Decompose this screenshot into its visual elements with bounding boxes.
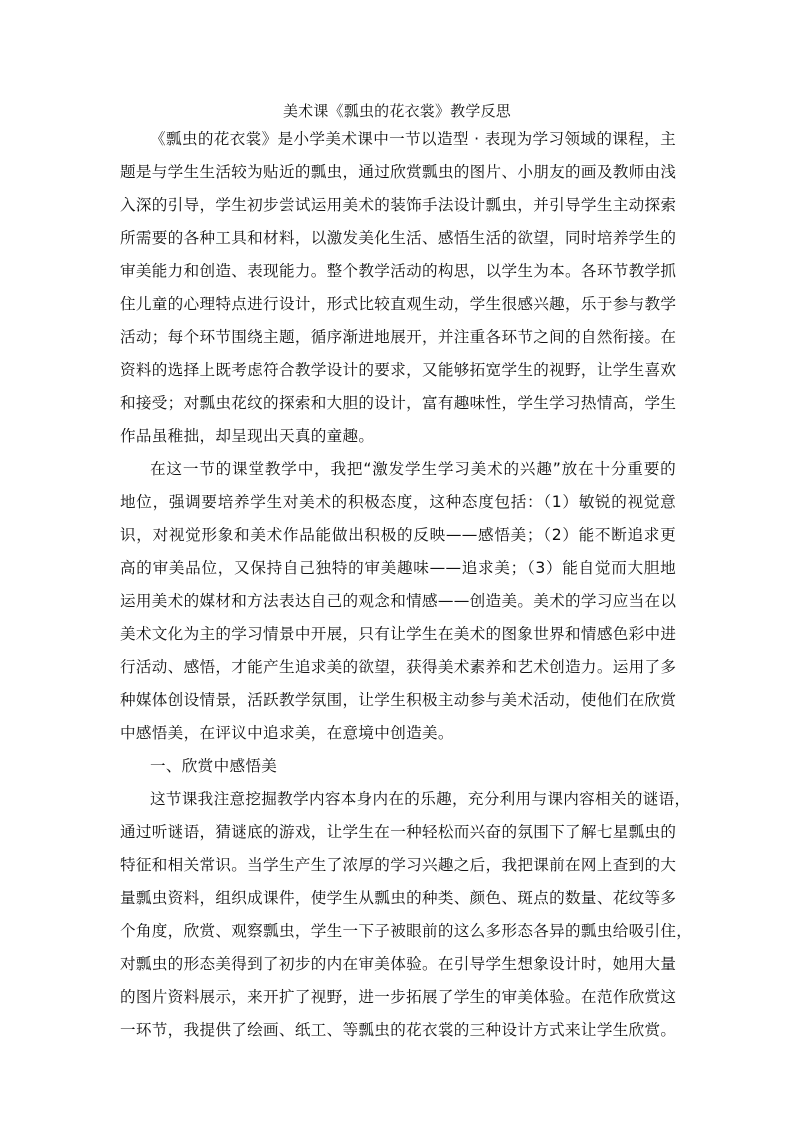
- paragraph-line: 题是与学生生活较为贴近的瓢虫，通过欣赏瓢虫的图片、小朋友的画及教师由浅: [120, 163, 677, 181]
- paragraph-line: 一环节，我提供了绘画、纸工、等瓢虫的花衣裳的三种设计方式来让学生欣赏。: [120, 1021, 677, 1039]
- paragraph-line: 中感悟美，在评议中追求美，在意境中创造美。: [120, 724, 454, 742]
- paragraph-line: 对瓢虫的形态美得到了初步的内在审美体验。在引导学生想象设计时，她用大量: [120, 955, 677, 973]
- paragraph-line: 高的审美品位，又保持自己独特的审美趣味——追求美；（3）能自觉而大胆地: [120, 559, 676, 577]
- paragraph-line: 行活动、感悟，才能产生追求美的欲望，获得美术素养和艺术创造力。运用了多: [120, 658, 677, 676]
- paragraph-line: 资料的选择上既考虑符合教学设计的要求，又能够拓宽学生的视野，让学生喜欢: [120, 361, 677, 379]
- paragraph-line: 运用美术的媒材和方法表达自己的观念和情感——创造美。美术的学习应当在以: [120, 592, 677, 610]
- paragraph-line: 美术文化为主的学习情景中开展，只有让学生在美术的图象世界和情感色彩中进: [120, 625, 677, 643]
- paragraph-line: 通过听谜语，猜谜底的游戏，让学生在一种轻松而兴奋的氛围下了解七星瓢虫的: [120, 823, 677, 841]
- paragraph-line: 量瓢虫资料，组织成课件，使学生从瓢虫的种类、颜色、斑点的数量、花纹等多: [120, 889, 677, 907]
- paragraph-line: 和接受；对瓢虫花纹的探索和大胆的设计，富有趣味性，学生学习热情高，学生: [120, 394, 677, 412]
- section-heading: 一、欣赏中感悟美: [150, 757, 278, 775]
- paragraph-line: 这节课我注意挖掘教学内容本身内在的乐趣，充分利用与课内容相关的谜语，: [150, 790, 691, 808]
- paragraph-line: 特征和相关常识。当学生产生了浓厚的学习兴趣之后，我把课前在网上查到的大: [120, 856, 677, 874]
- paragraph-line: 审美能力和创造、表现能力。整个教学活动的构思，以学生为本。各环节教学抓: [120, 262, 677, 280]
- paragraph-line: 所需要的各种工具和材料，以激发美化生活、感悟生活的欲望，同时培养学生的: [120, 229, 677, 247]
- paragraph-line: 个角度，欣赏、观察瓢虫，学生一下子被眼前的这么多形态各异的瓢虫给吸引住，: [120, 922, 693, 940]
- paragraph-line: 活动；每个环节围绕主题，循序渐进地展开，并注重各环节之间的自然衔接。在: [120, 328, 677, 346]
- paragraph-line: 作品虽稚拙，却呈现出天真的童趣。: [120, 427, 375, 445]
- paragraph-line: 识，对视觉形象和美术作品能做出积极的反映——感悟美；（2）能不断追求更: [120, 526, 676, 544]
- paragraph-line: 住儿童的心理特点进行设计，形式比较直观生动，学生很感兴趣，乐于参与教学: [120, 295, 677, 313]
- document-title: 美术课《瓢虫的花衣裳》教学反思: [282, 102, 511, 120]
- paragraph-line: 在这一节的课堂教学中，我把“激发学生学习美术的兴趣”放在十分重要的: [150, 460, 676, 478]
- paragraph-line: 地位，强调要培养学生对美术的积极态度，这种态度包括：（1）敏锐的视觉意: [120, 493, 676, 511]
- paragraph-line: 种媒体创设情景，活跃教学氛围，让学生积极主动参与美术活动，使他们在欣赏: [120, 691, 677, 709]
- paragraph-line: 的图片资料展示，来开扩了视野，进一步拓展了学生的审美体验。在范作欣赏这: [120, 988, 677, 1006]
- paragraph-line: 入深的引导，学生初步尝试运用美术的装饰手法设计瓢虫，并引导学生主动探索: [120, 196, 677, 214]
- paragraph-line: 《瓢虫的花衣裳》是小学美术课中一节以造型 · 表现为学习领域的课程，主: [150, 130, 676, 148]
